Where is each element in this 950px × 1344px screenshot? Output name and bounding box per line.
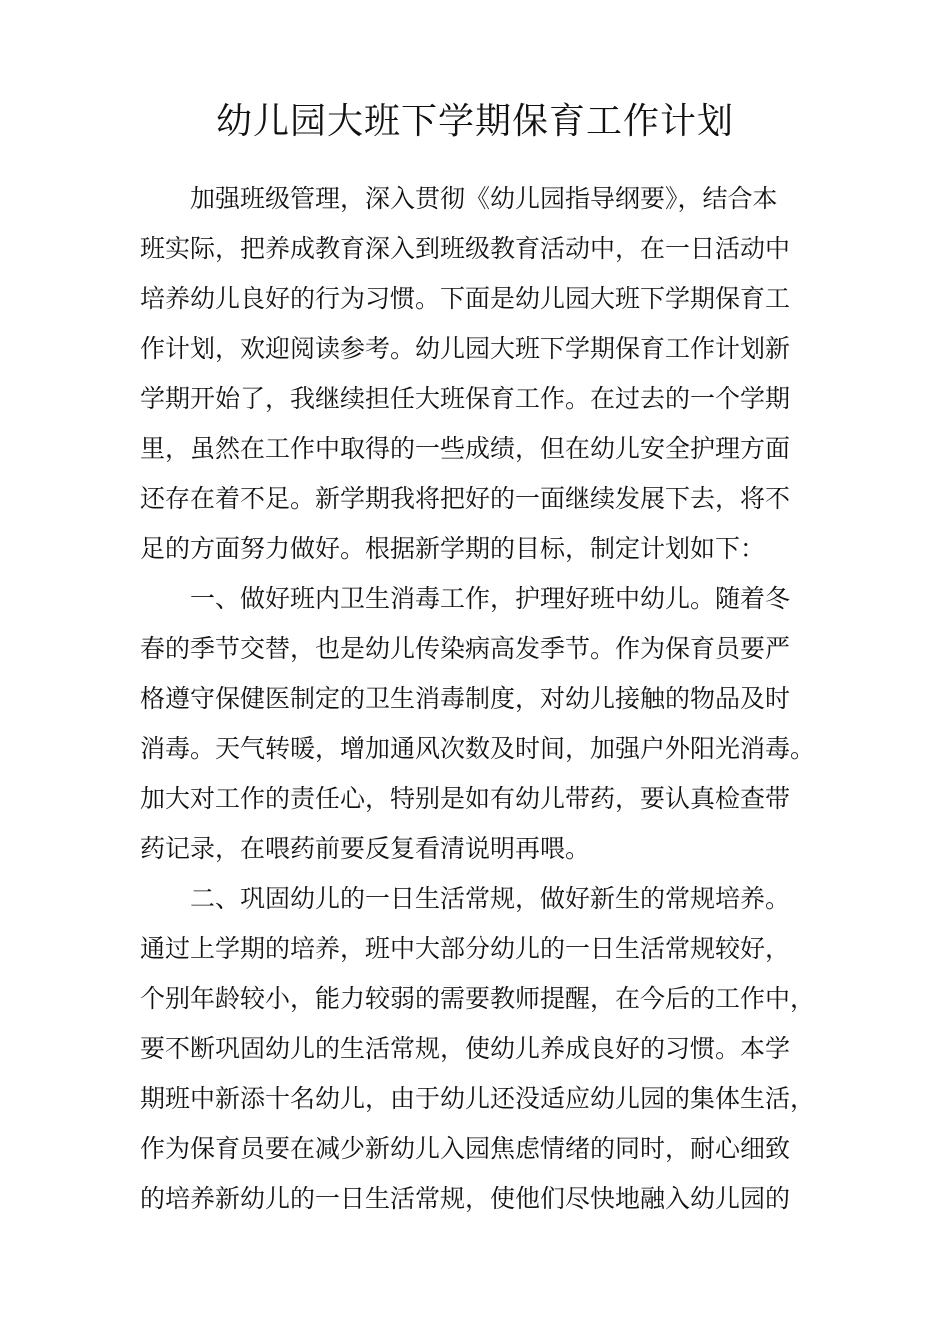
document-title: 幼儿园大班下学期保育工作计划 <box>215 101 734 142</box>
paragraph-line: 消毒。天气转暖，增加通风次数及时间，加强户外阳光消毒。 <box>140 734 816 763</box>
paragraph-line: 还存在着不足。新学期我将把好的一面继续发展下去，将不 <box>140 484 791 513</box>
paragraph-line: 里，虽然在工作中取得的一些成绩，但在幼儿安全护理方面 <box>140 434 791 463</box>
paragraph-line: 期班中新添十名幼儿，由于幼儿还没适应幼儿园的集体生活， <box>140 1084 816 1113</box>
paragraph-line: 加大对工作的责任心，特别是如有幼儿带药，要认真检查带 <box>140 784 791 813</box>
paragraph-line: 加强班级管理，深入贯彻《幼儿园指导纲要》，结合本 <box>190 184 778 213</box>
paragraph-line: 二、巩固幼儿的一日生活常规，做好新生的常规培养。 <box>190 884 791 913</box>
paragraph-line: 作为保育员要在减少新幼儿入园焦虑情绪的同时，耐心细致 <box>140 1134 791 1163</box>
paragraph-line: 通过上学期的培养，班中大部分幼儿的一日生活常规较好， <box>140 934 791 963</box>
paragraph-line: 培养幼儿良好的行为习惯。下面是幼儿园大班下学期保育工 <box>140 284 791 313</box>
paragraph-line: 春的季节交替，也是幼儿传染病高发季节。作为保育员要严 <box>140 634 791 663</box>
paragraph-line: 班实际，把养成教育深入到班级教育活动中，在一日活动中 <box>140 234 791 263</box>
paragraph-line: 学期开始了，我继续担任大班保育工作。在过去的一个学期 <box>140 384 791 413</box>
document-body <box>140 174 820 1224</box>
paragraph-line: 要不断巩固幼儿的生活常规，使幼儿养成良好的习惯。本学 <box>140 1034 791 1063</box>
paragraph-line: 一、做好班内卫生消毒工作，护理好班中幼儿。随着冬 <box>190 584 791 613</box>
paragraph-line: 个别年龄较小，能力较弱的需要教师提醒，在今后的工作中， <box>140 984 816 1013</box>
paragraph-line: 作计划，欢迎阅读参考。幼儿园大班下学期保育工作计划新 <box>140 334 791 363</box>
paragraph-line: 药记录，在喂药前要反复看清说明再喂。 <box>140 834 591 863</box>
paragraph-line: 足的方面努力做好。根据新学期的目标，制定计划如下： <box>140 534 766 563</box>
paragraph-line: 格遵守保健医制定的卫生消毒制度，对幼儿接触的物品及时 <box>140 684 791 713</box>
paragraph-line: 的培养新幼儿的一日生活常规，使他们尽快地融入幼儿园的 <box>140 1184 791 1213</box>
